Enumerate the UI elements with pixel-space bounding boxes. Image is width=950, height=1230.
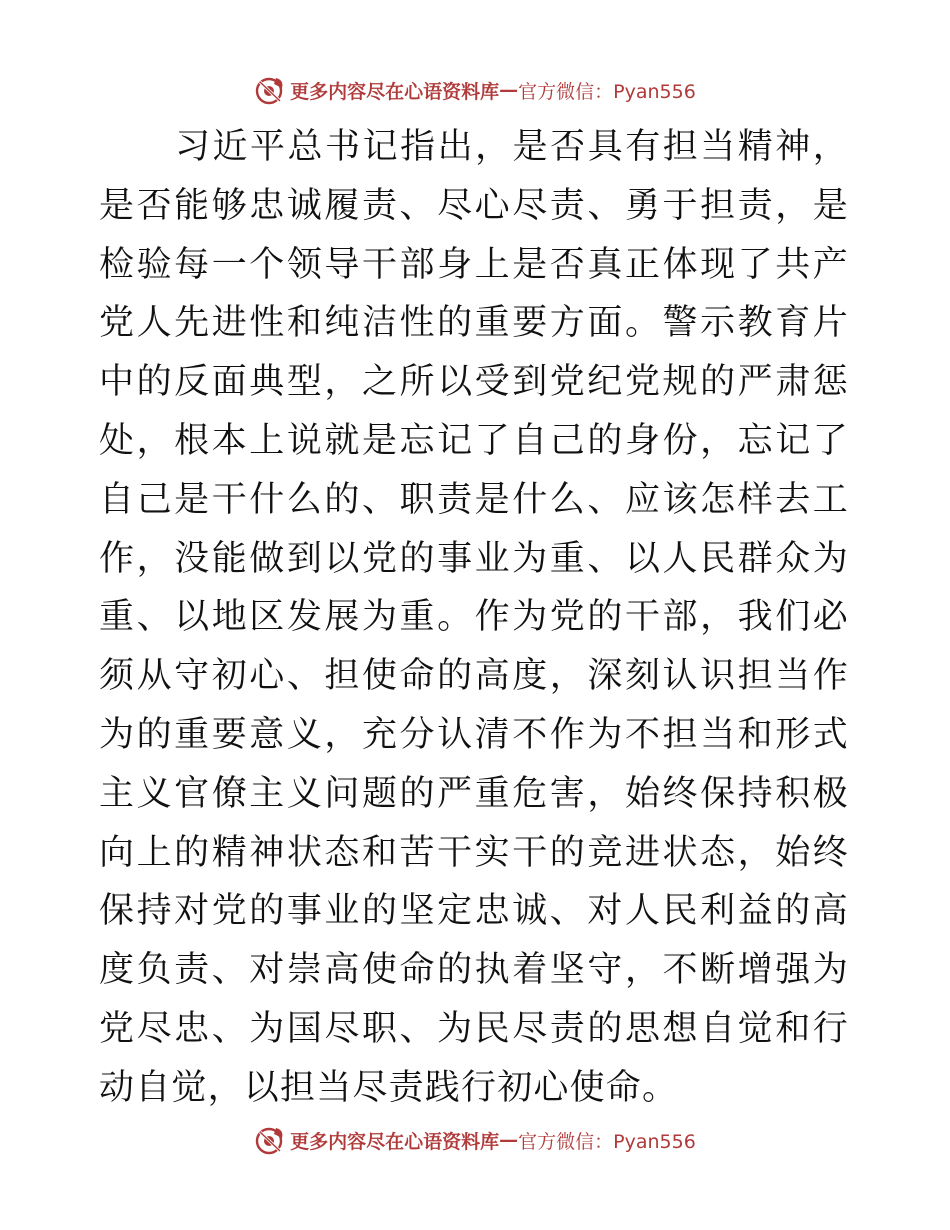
banner-dash: — — [499, 1129, 519, 1151]
banner-wechat: 官方微信：Pyan556 — [518, 80, 696, 103]
banner-dash: — — [499, 79, 519, 101]
footer-banner — [0, 1120, 950, 1160]
banner-title: 更多内容尽在心语资料库 — [290, 1130, 500, 1153]
body-paragraph: 习近平总书记指出，是否具有担当精神，是否能够忠诚履责、尽心尽责、勇于担责，是检验每一个领导干部身上是否真正体现了共产党人先进性和纯洁性的重要方面。警示教育片中的反面典型，之所以受到党纪党规的严肃惩处，根本上说就是忘记了自己的身份，忘记了自己是干什么的、职责是什么、应该怎样去工作，没能做到以党的事业为重、以人民群众为重、以地区发展为重。作为党的干部，我们必须从守初心、担使命的高度，深刻认识担当作为的重要意义，充分认清不作为不担当和形式主义官僚主义问题的严重危害，始终保持积极向上的精神状态和苦干实干的竞进状态，始终保持对党的事业的坚定忠诚、对人民利益的高度负责、对崇高使命的执着坚守，不断增强为党尽忠、为国尽职、为民尽责的思想自觉和行动自觉，以担当尽责践行初心使命。 — [99, 127, 849, 1108]
header-banner — [0, 70, 950, 110]
quill-logo-icon — [254, 1124, 286, 1156]
banner-title: 更多内容尽在心语资料库 — [290, 80, 500, 103]
banner-wechat: 官方微信：Pyan556 — [518, 1130, 696, 1153]
quill-logo-icon — [254, 74, 286, 106]
